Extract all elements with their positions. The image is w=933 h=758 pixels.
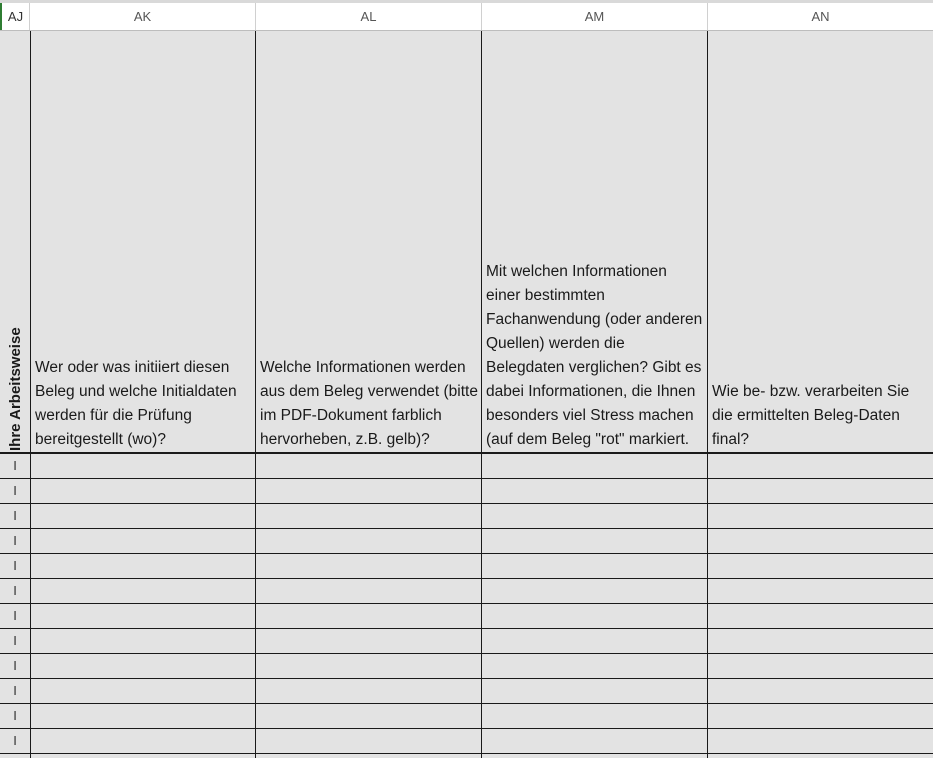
- answer-cell[interactable]: [31, 704, 255, 728]
- row-marker-cell[interactable]: I: [13, 533, 17, 548]
- answer-cell[interactable]: [482, 579, 707, 603]
- answer-cell[interactable]: [482, 704, 707, 728]
- answer-cell[interactable]: [31, 729, 255, 753]
- answer-cell[interactable]: [708, 554, 933, 578]
- answer-cell[interactable]: [256, 554, 481, 578]
- answer-cell[interactable]: [708, 679, 933, 703]
- answer-cell[interactable]: [708, 604, 933, 628]
- answer-cell[interactable]: [256, 629, 481, 653]
- answer-cell[interactable]: [256, 454, 481, 478]
- answer-cell[interactable]: [31, 579, 255, 603]
- answer-cell[interactable]: [256, 654, 481, 678]
- vertical-header-text: Ihre Arbeitsweise: [7, 327, 24, 451]
- answer-cell[interactable]: [708, 479, 933, 503]
- row-border: [0, 753, 933, 754]
- column-header-ak[interactable]: AK: [30, 3, 256, 30]
- answer-cell[interactable]: [482, 679, 707, 703]
- question-cell-al[interactable]: [256, 31, 481, 453]
- answer-cell[interactable]: [31, 679, 255, 703]
- answer-cell[interactable]: [256, 579, 481, 603]
- row-marker-cell[interactable]: I: [13, 708, 17, 723]
- answer-cell[interactable]: [31, 554, 255, 578]
- answer-cell[interactable]: [708, 579, 933, 603]
- column-header-bar: [0, 3, 933, 31]
- answer-cell[interactable]: [31, 454, 255, 478]
- answer-cell[interactable]: [708, 704, 933, 728]
- row-marker-cell[interactable]: I: [13, 458, 17, 473]
- answer-cell[interactable]: [482, 454, 707, 478]
- answer-cell[interactable]: [482, 504, 707, 528]
- question-cell-an[interactable]: [708, 31, 933, 453]
- column-header-al[interactable]: AL: [256, 3, 482, 30]
- answer-cell[interactable]: [482, 529, 707, 553]
- column-header-am[interactable]: AM: [482, 3, 708, 30]
- answer-cell[interactable]: [256, 479, 481, 503]
- question-text: Welche Informationen werden aus dem Beleg verwendet (bitte im PDF-Dokument farblich hervorheben, z.B. gelb)?: [260, 359, 478, 448]
- row-marker-cell[interactable]: I: [13, 483, 17, 498]
- row-marker-cell[interactable]: I: [13, 608, 17, 623]
- row-marker-cell[interactable]: I: [13, 658, 17, 673]
- question-text: Wer oder was initiiert diesen Beleg und welche Initialdaten werden für die Prüfung bereitgestellt (wo)?: [35, 359, 237, 448]
- row-marker-cell[interactable]: I: [13, 508, 17, 523]
- question-text: Wie be- bzw. verarbeiten Sie die ermittelten Beleg-Daten final?: [712, 383, 910, 448]
- answer-cell[interactable]: [482, 604, 707, 628]
- answer-cell[interactable]: [256, 504, 481, 528]
- answer-cell[interactable]: [31, 504, 255, 528]
- question-cell-am[interactable]: [482, 31, 707, 453]
- answer-cell[interactable]: [31, 629, 255, 653]
- answer-cell[interactable]: [256, 679, 481, 703]
- answer-cell[interactable]: [482, 654, 707, 678]
- answer-cell[interactable]: [256, 604, 481, 628]
- answer-cell[interactable]: [708, 654, 933, 678]
- answer-cell[interactable]: [31, 479, 255, 503]
- row-marker-cell[interactable]: I: [13, 583, 17, 598]
- column-header-an[interactable]: AN: [811, 9, 830, 24]
- column-header-aj[interactable]: AJ: [0, 3, 30, 30]
- answer-cell[interactable]: [31, 654, 255, 678]
- spreadsheet-grid: [0, 31, 933, 758]
- row-marker-cell[interactable]: I: [13, 558, 17, 573]
- answer-cell[interactable]: [482, 629, 707, 653]
- row-marker-cell[interactable]: I: [13, 633, 17, 648]
- question-cell-ak[interactable]: [31, 31, 255, 453]
- answer-cell[interactable]: [31, 604, 255, 628]
- answer-cell[interactable]: [708, 729, 933, 753]
- question-text: Mit welchen Informationen einer bestimmten Fachanwendung (oder anderen Quellen) werden die Belegdaten verglichen? Gibt es dabei Informationen, die Ihnen besonders viel Stress machen (auf dem Beleg "rot" markiert.: [486, 263, 703, 448]
- answer-cell[interactable]: [482, 554, 707, 578]
- answer-cell[interactable]: [708, 629, 933, 653]
- answer-cell[interactable]: [256, 529, 481, 553]
- answer-cell[interactable]: [482, 479, 707, 503]
- answer-cell[interactable]: [482, 729, 707, 753]
- answer-cell[interactable]: [708, 529, 933, 553]
- row-marker-cell[interactable]: I: [13, 683, 17, 698]
- answer-cell[interactable]: [708, 454, 933, 478]
- row-marker-cell[interactable]: I: [13, 733, 17, 748]
- answer-cell[interactable]: [256, 729, 481, 753]
- answer-cell[interactable]: [31, 529, 255, 553]
- answer-cell[interactable]: [708, 504, 933, 528]
- vertical-header-cell[interactable]: [0, 31, 30, 453]
- answer-cell[interactable]: [256, 704, 481, 728]
